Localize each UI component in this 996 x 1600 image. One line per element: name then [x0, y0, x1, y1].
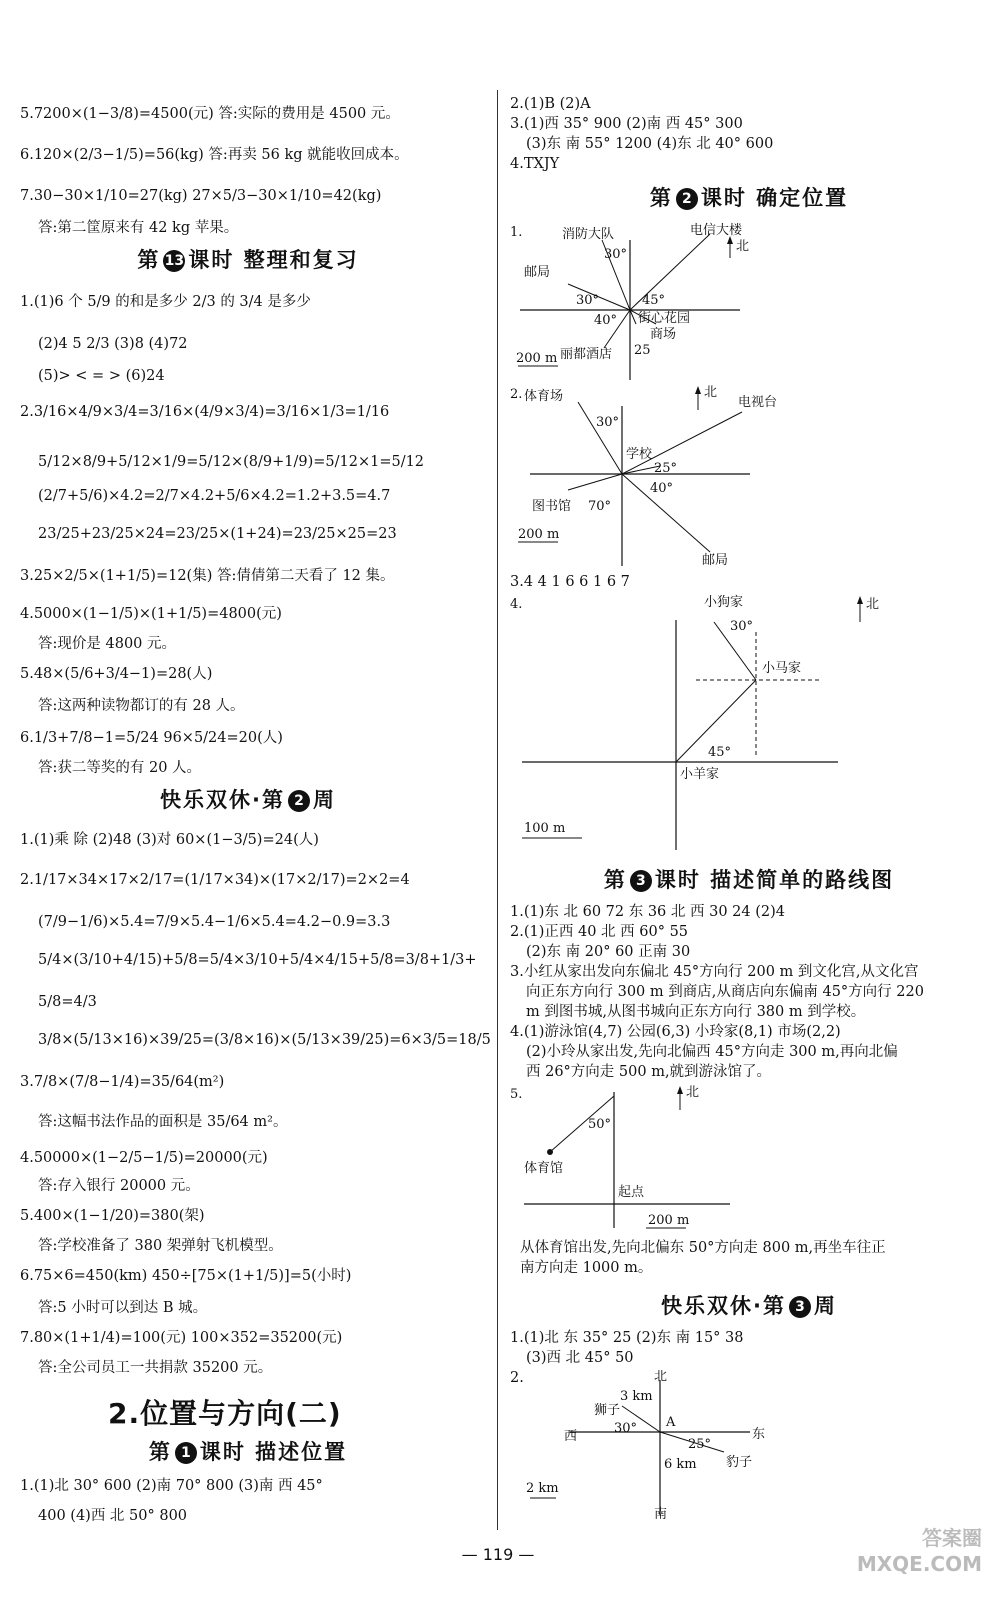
column-divider — [497, 90, 498, 1530]
map-label: 起点 — [618, 1185, 645, 1200]
answer-line: (2)小玲从家出发,先向北偏西 45°方向走 300 m,再向北偏 — [526, 1044, 898, 1060]
answer-line: 2.(1)B (2)A — [510, 96, 591, 112]
answer-line: 1.(1)北 东 35° 25 (2)东 南 15° 38 — [510, 1330, 744, 1346]
figure-number: 1. — [510, 225, 523, 240]
map-label: 狮子 — [594, 1403, 621, 1418]
compass-label: 南 — [654, 1507, 668, 1520]
page-number: — 119 — — [461, 1545, 535, 1564]
section-heading-weekend-3: 快乐双休·第 3 周 — [661, 1294, 837, 1318]
answer-line: 3.25×2/5×(1+1/5)=12(集) 答:倩倩第二天看了 12 集。 — [20, 568, 395, 584]
answer-line: (3)东 南 55° 1200 (4)东 北 40° 600 — [526, 136, 774, 152]
figure-number: 2. — [510, 387, 523, 402]
answer-line: 1.(1)北 30° 600 (2)南 70° 800 (3)南 西 45° — [20, 1478, 323, 1494]
lesson-number-badge: 1 — [175, 1442, 197, 1464]
answer-line: 5.400×(1−1/20)=380(架) — [20, 1208, 205, 1224]
answer-line: 5/8=4/3 — [38, 994, 97, 1010]
lesson-number-badge: 13 — [163, 250, 185, 272]
scale-label: 2 km — [526, 1481, 559, 1496]
angle-label: 50° — [588, 1117, 612, 1132]
answer-line: 南方向走 1000 m。 — [520, 1260, 653, 1276]
distance-label: 6 km — [664, 1457, 697, 1472]
watermark-logo: 答案圈 MXQE.COM — [856, 1526, 982, 1576]
angle-label: 25° — [688, 1437, 712, 1452]
answer-line: 5/4×(3/10+4/15)+5/8=5/4×3/10+5/4×4/15+5/8=3/8+1/3+ — [38, 952, 477, 968]
map-label: 邮局 — [702, 553, 729, 568]
angle-label: 30° — [730, 619, 754, 634]
section-heading-lesson-1: 第 1 课时 描述位置 — [148, 1440, 348, 1464]
answer-line: 答:现价是 4800 元。 — [38, 636, 177, 652]
answer-line: m 到图书城,从图书城向正东方向行 380 m 到学校。 — [526, 1004, 866, 1020]
answer-line: 3.小红从家出发向东偏北 45°方向行 200 m 到文化宫,从文化宫 — [510, 964, 919, 980]
answer-line: 西 26°方向走 500 m,就到游泳馆了。 — [526, 1064, 772, 1080]
map-label: 商场 — [650, 327, 677, 342]
answer-line: 2. — [510, 1370, 524, 1386]
answer-line: 3.7/8×(7/8−1/4)=35/64(m²) — [20, 1074, 225, 1090]
answer-line: (2)东 南 20° 60 正南 30 — [526, 944, 691, 960]
week-number-badge: 3 — [789, 1296, 811, 1318]
map-label: 小羊家 — [680, 767, 720, 782]
answer-line: 答:这幅书法作品的面积是 35/64 m²。 — [38, 1114, 288, 1130]
section-heading-weekend-2: 快乐双休·第 2 周 — [160, 788, 336, 812]
answer-line: 4.50000×(1−2/5−1/5)=20000(元) — [20, 1150, 268, 1166]
answer-line: 6.120×(2/3−1/5)=56(kg) 答:再卖 56 kg 就能收回成本。 — [20, 147, 409, 163]
answer-line: 答:第二筐原来有 42 kg 苹果。 — [38, 220, 239, 236]
scale-label: 200 m — [648, 1213, 690, 1228]
answer-line: 5.48×(5/6+3/4−1)=28(人) — [20, 666, 213, 682]
answer-line: 答:获二等奖的有 20 人。 — [38, 760, 202, 776]
angle-label: 45° — [642, 293, 666, 308]
answer-line: 从体育馆出发,先向北偏东 50°方向走 800 m,再坐车往正 — [520, 1240, 886, 1256]
figure-2-position-map — [510, 382, 810, 568]
compass-label: 东 — [752, 1427, 766, 1442]
section-heading-lesson-3: 第 3 课时 描述简单的路线图 — [603, 868, 895, 892]
point-label: A — [666, 1415, 676, 1430]
figure-4-position-map — [510, 592, 890, 852]
answer-line: (5)> < = > (6)24 — [38, 368, 165, 384]
scale-label: 200 m — [516, 351, 558, 366]
answer-line: 1.(1)6 个 5/9 的和是多少 2/3 的 3/4 是多少 — [20, 294, 311, 310]
answer-line: 7.30−30×1/10=27(kg) 27×5/3−30×1/10=42(kg) — [20, 188, 382, 204]
lesson-number-badge: 2 — [676, 188, 698, 210]
answer-line: 2.1/17×34×17×2/17=(1/17×34)×(17×2/17)=2×2=4 — [20, 872, 410, 888]
map-label: 体育场 — [524, 389, 564, 404]
answer-line: 答:5 小时可以到达 B 城。 — [38, 1300, 208, 1316]
map-label: 学校 — [626, 447, 653, 462]
left-column — [8, 0, 491, 1540]
angle-label: 25 — [634, 343, 651, 358]
answer-line: 400 (4)西 北 50° 800 — [38, 1508, 188, 1524]
week-number-badge: 2 — [288, 790, 310, 812]
answer-line: 答:这两种读物都订的有 28 人。 — [38, 698, 245, 714]
scale-label: 100 m — [524, 821, 566, 836]
answer-line: 1.(1)东 北 60 72 东 36 北 西 30 24 (2)4 — [510, 904, 785, 920]
answer-line: 3.4 4 1 6 6 1 6 7 — [510, 574, 630, 590]
section-heading-lesson-13: 第 13 课时 整理和复习 — [137, 248, 359, 272]
answer-line: 4.5000×(1−1/5)×(1+1/5)=4800(元) — [20, 606, 282, 622]
map-label: 豹子 — [726, 1455, 753, 1470]
map-label: 小马家 — [762, 661, 802, 676]
answer-line: 23/25+23/25×24=23/25×(1+24)=23/25×25=23 — [38, 526, 397, 542]
answer-line: (3)西 北 45° 50 — [526, 1350, 634, 1366]
answer-line: 3.(1)西 35° 900 (2)南 西 45° 300 — [510, 116, 743, 132]
distance-label: 3 km — [620, 1389, 653, 1404]
answer-line: (7/9−1/6)×5.4=7/9×5.4−1/6×5.4=4.2−0.9=3.3 — [38, 914, 391, 930]
answer-line: 3/8×(5/13×16)×39/25=(3/8×16)×(5/13×39/25)=6×3/5=18/5 — [38, 1032, 491, 1048]
answer-line: 5.7200×(1−3/8)=4500(元) 答:实际的费用是 4500 元。 — [20, 106, 400, 122]
angle-label: 40° — [650, 481, 674, 496]
figure-6-direction-map — [510, 1370, 810, 1520]
map-label: 体育馆 — [524, 1161, 564, 1176]
angle-label: 70° — [588, 499, 612, 514]
answer-line: 5/12×8/9+5/12×1/9=5/12×(8/9+1/9)=5/12×1=5/12 — [38, 454, 425, 470]
answer-line: 6.1/3+7/8−1=5/24 96×5/24=20(人) — [20, 730, 283, 746]
compass-label: 北 — [654, 1370, 668, 1384]
answer-line: 答:存入银行 20000 元。 — [38, 1178, 200, 1194]
map-label: 北 — [704, 385, 718, 400]
answer-line: (2/7+5/6)×4.2=2/7×4.2+5/6×4.2=1.2+3.5=4.7 — [38, 488, 391, 504]
map-label: 消防大队 — [562, 227, 615, 242]
answer-line: 4.(1)游泳馆(4,7) 公园(6,3) 小玲家(8,1) 市场(2,2) — [510, 1024, 841, 1040]
answer-line: 7.80×(1+1/4)=100(元) 100×352=35200(元) — [20, 1330, 343, 1346]
lesson-number-badge: 3 — [630, 870, 652, 892]
figure-number: 4. — [510, 597, 523, 612]
map-label: 图书馆 — [532, 499, 572, 514]
right-column — [510, 0, 988, 1540]
answer-line: 答:学校准备了 380 架弹射飞机模型。 — [38, 1238, 283, 1254]
map-label: 街心花园 — [638, 311, 691, 326]
answer-line: 答:全公司员工一共捐款 35200 元。 — [38, 1360, 273, 1376]
figure-1-position-map — [510, 220, 810, 380]
angle-label: 30° — [614, 1421, 638, 1436]
map-label: 小狗家 — [704, 595, 744, 610]
answer-line: 1.(1)乘 除 (2)48 (3)对 60×(1−3/5)=24(人) — [20, 832, 319, 848]
angle-label: 25° — [654, 461, 678, 476]
angle-label: 30° — [604, 247, 628, 262]
figure-5-route-map — [510, 1082, 810, 1232]
angle-label: 40° — [594, 313, 618, 328]
figure-number: 5. — [510, 1087, 523, 1102]
map-label: 北 — [866, 597, 880, 612]
angle-label: 30° — [576, 293, 600, 308]
answer-line: 6.75×6=450(km) 450÷[75×(1+1/5)]=5(小时) — [20, 1268, 352, 1284]
map-label: 北 — [686, 1085, 700, 1100]
section-heading-lesson-2: 第 2 课时 确定位置 — [649, 186, 849, 210]
angle-label: 30° — [596, 415, 620, 430]
compass-label: 西 — [564, 1429, 578, 1444]
map-label: 电信大楼 — [690, 223, 743, 238]
map-label: 邮局 — [524, 265, 551, 280]
scale-label: 200 m — [518, 527, 560, 542]
answer-line: 2.3/16×4/9×3/4=3/16×(4/9×3/4)=3/16×1/3=1/16 — [20, 404, 390, 420]
unit-title: 2.位置与方向(二) — [108, 1397, 342, 1430]
map-label: 丽都酒店 — [560, 347, 613, 362]
map-label: 北 — [736, 239, 750, 254]
answer-line: (2)4 5 2/3 (3)8 (4)72 — [38, 336, 188, 352]
answer-line: 向正东方向行 300 m 到商店,从商店向东偏南 45°方向行 220 — [526, 984, 924, 1000]
answer-line: 4.TXJY — [510, 156, 560, 172]
map-label: 电视台 — [738, 395, 778, 410]
answer-line: 2.(1)正西 40 北 西 60° 55 — [510, 924, 689, 940]
angle-label: 45° — [708, 745, 732, 760]
